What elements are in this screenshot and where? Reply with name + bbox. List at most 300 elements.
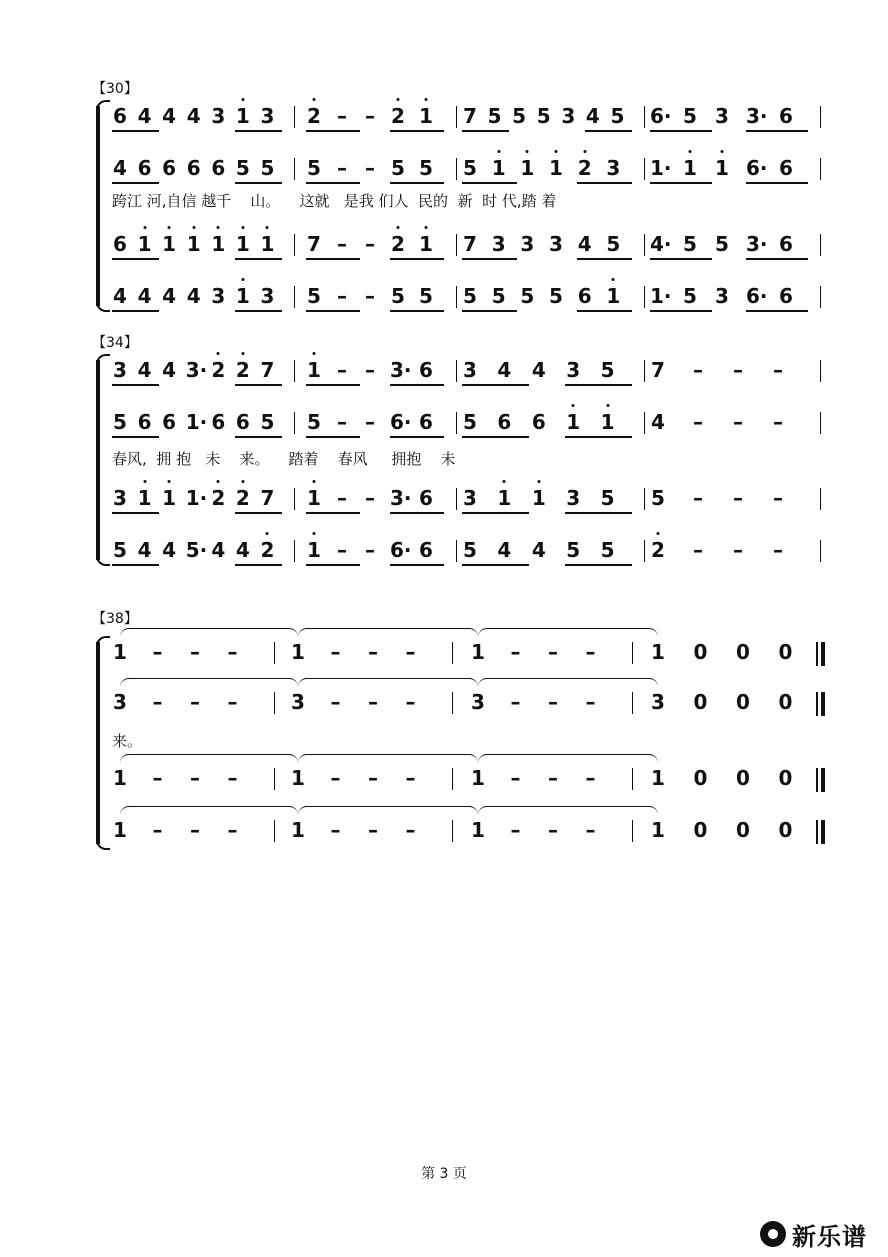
dash-sustain: – bbox=[693, 358, 703, 382]
beam-underline bbox=[565, 564, 632, 566]
barline bbox=[294, 234, 295, 256]
jianpu-note: 1 bbox=[471, 640, 485, 664]
rest-note: 0 bbox=[693, 766, 708, 790]
dash-sustain: – bbox=[337, 486, 347, 510]
jianpu-note: 1· bbox=[650, 156, 672, 180]
rest-note: 0 bbox=[778, 818, 793, 842]
tie-arc bbox=[298, 754, 478, 763]
jianpu-note: 4 bbox=[497, 538, 512, 562]
tie-arc bbox=[478, 678, 658, 687]
jianpu-note: 4 bbox=[137, 358, 152, 382]
beam-underline bbox=[577, 310, 632, 312]
jianpu-note: 1 bbox=[496, 486, 512, 510]
jianpu-note: 3· bbox=[746, 232, 768, 256]
jianpu-note: 5 bbox=[463, 156, 477, 180]
dash-sustain: – bbox=[773, 358, 783, 382]
lyric-text: 春风, 拥 抱 未 来。 踏着 春风 拥抱 未 bbox=[112, 450, 456, 468]
jianpu-note: 1 bbox=[605, 284, 621, 308]
voice-part-row bbox=[0, 410, 888, 440]
section-label-30: 【30】 bbox=[92, 81, 138, 97]
jianpu-note: 5 bbox=[683, 284, 697, 308]
barline bbox=[456, 106, 457, 128]
beam-underline bbox=[235, 182, 282, 184]
jianpu-note: 2 bbox=[259, 538, 275, 562]
voice-part-row bbox=[0, 232, 888, 262]
jianpu-note: 7 bbox=[307, 232, 321, 256]
dash-sustain: – bbox=[585, 690, 596, 714]
jianpu-note: 5 bbox=[520, 284, 535, 308]
dash-sustain: – bbox=[693, 486, 703, 510]
barline bbox=[294, 286, 295, 308]
jianpu-note: 3 bbox=[520, 232, 535, 256]
jianpu-note: 4 bbox=[585, 104, 600, 128]
jianpu-note: 3 bbox=[606, 156, 621, 180]
beam-underline bbox=[746, 258, 808, 260]
tie-arc bbox=[298, 628, 478, 637]
beam-underline bbox=[462, 384, 529, 386]
barline bbox=[820, 286, 821, 308]
tie-arc bbox=[298, 806, 478, 815]
dash-sustain: – bbox=[368, 640, 378, 664]
jianpu-note: 1 bbox=[418, 104, 434, 128]
jianpu-note: 3· bbox=[390, 486, 412, 510]
beam-underline bbox=[650, 258, 712, 260]
jianpu-note: 3 bbox=[651, 690, 665, 714]
jianpu-note: 3 bbox=[260, 104, 275, 128]
jianpu-note: 6 bbox=[779, 232, 793, 256]
jianpu-note: 4 bbox=[531, 538, 546, 562]
jianpu-note: 5 bbox=[113, 410, 127, 434]
jianpu-note: 6 bbox=[162, 410, 177, 434]
jianpu-note: 5 bbox=[307, 410, 321, 434]
jianpu-note: 6 bbox=[779, 104, 793, 128]
jianpu-note: 6 bbox=[779, 284, 793, 308]
barline bbox=[456, 540, 457, 562]
final-barline bbox=[816, 692, 818, 716]
rest-note: 0 bbox=[778, 690, 793, 714]
beam-underline bbox=[390, 258, 444, 260]
jianpu-note: 3 bbox=[566, 486, 581, 510]
jianpu-note: 1 bbox=[531, 486, 547, 510]
jianpu-note: 1 bbox=[291, 766, 305, 790]
tie-arc bbox=[478, 628, 658, 637]
beam-underline bbox=[112, 564, 159, 566]
jianpu-note: 1 bbox=[306, 358, 322, 382]
rest-note: 0 bbox=[778, 766, 793, 790]
rest-note: 0 bbox=[736, 690, 750, 714]
jianpu-note: 7 bbox=[651, 358, 665, 382]
dash-sustain: – bbox=[368, 766, 378, 790]
jianpu-note: 5 bbox=[419, 284, 433, 308]
beam-underline bbox=[746, 182, 808, 184]
jianpu-note: 4 bbox=[137, 538, 152, 562]
jianpu-note: 2 bbox=[577, 156, 593, 180]
beam-underline bbox=[462, 512, 529, 514]
beam-underline bbox=[235, 130, 282, 132]
jianpu-note: 2 bbox=[210, 486, 226, 510]
page-number: 第 3 页 bbox=[421, 1166, 467, 1182]
jianpu-note: 4· bbox=[650, 232, 672, 256]
rest-note: 0 bbox=[736, 766, 750, 790]
lyrics-line bbox=[0, 190, 888, 220]
dash-sustain: – bbox=[510, 818, 521, 842]
dash-sustain: – bbox=[190, 766, 200, 790]
tie-arc bbox=[478, 806, 658, 815]
beam-underline bbox=[235, 564, 282, 566]
barline bbox=[452, 768, 453, 790]
dash-sustain: – bbox=[405, 690, 416, 714]
beam-underline bbox=[235, 310, 282, 312]
beam-underline bbox=[306, 258, 360, 260]
jianpu-note: 1· bbox=[650, 284, 672, 308]
jianpu-note: 1· bbox=[185, 486, 208, 510]
barline bbox=[820, 360, 821, 382]
beam-underline bbox=[462, 130, 509, 132]
record-disc-icon bbox=[760, 1221, 786, 1247]
jianpu-note: 1 bbox=[113, 818, 127, 842]
beam-underline bbox=[112, 384, 159, 386]
jianpu-note: 3 bbox=[113, 486, 127, 510]
dash-sustain: – bbox=[337, 104, 347, 128]
barline bbox=[632, 820, 633, 842]
jianpu-note: 3 bbox=[211, 104, 226, 128]
tie-arc bbox=[298, 678, 478, 687]
beam-underline bbox=[306, 564, 360, 566]
final-barline bbox=[821, 820, 825, 844]
beam-underline bbox=[390, 130, 444, 132]
jianpu-note: 3· bbox=[185, 358, 208, 382]
jianpu-note: 4 bbox=[137, 104, 152, 128]
rest-note: 0 bbox=[736, 640, 750, 664]
barline bbox=[820, 412, 821, 434]
dash-sustain: – bbox=[330, 640, 341, 664]
jianpu-note: 3 bbox=[260, 284, 275, 308]
jianpu-note: 6 bbox=[186, 156, 201, 180]
dash-sustain: – bbox=[548, 818, 558, 842]
jianpu-note: 6 bbox=[137, 410, 152, 434]
dash-sustain: – bbox=[152, 766, 163, 790]
dash-sustain: – bbox=[152, 640, 163, 664]
voice-part-row bbox=[0, 156, 888, 186]
barline bbox=[274, 642, 275, 664]
dash-sustain: – bbox=[365, 156, 375, 180]
barline bbox=[644, 360, 645, 382]
jianpu-note: 6 bbox=[419, 538, 433, 562]
barline bbox=[820, 488, 821, 510]
dash-sustain: – bbox=[733, 538, 743, 562]
beam-underline bbox=[565, 384, 632, 386]
tie-arc bbox=[120, 628, 298, 637]
jianpu-note: 6 bbox=[235, 410, 250, 434]
beam-underline bbox=[390, 310, 444, 312]
jianpu-note: 5 bbox=[715, 232, 729, 256]
barline bbox=[644, 106, 645, 128]
jianpu-note: 1 bbox=[235, 284, 251, 308]
jianpu-note: 1 bbox=[651, 766, 665, 790]
jianpu-note: 1 bbox=[651, 640, 665, 664]
dash-sustain: – bbox=[152, 818, 163, 842]
jianpu-note: 6 bbox=[531, 410, 546, 434]
dash-sustain: – bbox=[337, 358, 347, 382]
jianpu-note: 1 bbox=[306, 486, 322, 510]
dash-sustain: – bbox=[773, 538, 783, 562]
jianpu-note: 1 bbox=[161, 232, 177, 256]
jianpu-note: 7 bbox=[463, 232, 477, 256]
jianpu-note: 5 bbox=[600, 486, 615, 510]
dash-sustain: – bbox=[227, 818, 238, 842]
barline bbox=[644, 234, 645, 256]
barline bbox=[456, 234, 457, 256]
jianpu-note: 6 bbox=[211, 156, 226, 180]
jianpu-note: 3 bbox=[211, 284, 226, 308]
beam-underline bbox=[462, 182, 517, 184]
jianpu-note: 3 bbox=[463, 486, 477, 510]
dash-sustain: – bbox=[330, 690, 341, 714]
barline bbox=[632, 768, 633, 790]
jianpu-note: 3 bbox=[113, 358, 127, 382]
jianpu-note: 5 bbox=[600, 358, 615, 382]
barline bbox=[820, 540, 821, 562]
dash-sustain: – bbox=[227, 640, 238, 664]
jianpu-note: 2 bbox=[235, 486, 251, 510]
jianpu-note: 3 bbox=[566, 358, 581, 382]
logo-text: 新乐谱 bbox=[792, 1222, 867, 1251]
barline bbox=[820, 234, 821, 256]
voice-part-row bbox=[0, 486, 888, 516]
beam-underline bbox=[577, 258, 632, 260]
jianpu-note: 7 bbox=[260, 358, 275, 382]
barline bbox=[632, 642, 633, 664]
tie-arc bbox=[120, 806, 298, 815]
barline bbox=[294, 412, 295, 434]
beam-underline bbox=[390, 436, 444, 438]
dash-sustain: – bbox=[152, 690, 163, 714]
jianpu-note: 5 bbox=[610, 104, 625, 128]
jianpu-note: 6 bbox=[419, 410, 433, 434]
jianpu-note: 1 bbox=[682, 156, 698, 180]
jianpu-note: 1 bbox=[235, 104, 251, 128]
jianpu-note: 4 bbox=[651, 410, 665, 434]
jianpu-note: 5 bbox=[307, 284, 321, 308]
jianpu-note: 1 bbox=[600, 410, 616, 434]
jianpu-note: 3 bbox=[291, 690, 305, 714]
jianpu-note: 2 bbox=[210, 358, 226, 382]
dash-sustain: – bbox=[227, 766, 238, 790]
beam-underline bbox=[462, 436, 529, 438]
voice-part-row bbox=[0, 104, 888, 134]
jianpu-note: 5 bbox=[463, 410, 477, 434]
jianpu-note: 5 bbox=[600, 538, 615, 562]
voice-part-row bbox=[0, 818, 888, 848]
jianpu-note: 6 bbox=[419, 358, 433, 382]
barline bbox=[274, 820, 275, 842]
barline bbox=[294, 488, 295, 510]
jianpu-note: 2 bbox=[650, 538, 666, 562]
final-barline bbox=[821, 768, 825, 792]
dash-sustain: – bbox=[365, 538, 375, 562]
final-barline bbox=[821, 692, 825, 716]
lyric-text: 跨江 河,自信 越千 山。 这就 是我 们人 民的 新 时 代,踏 着 bbox=[112, 192, 557, 210]
lyrics-line bbox=[0, 448, 888, 478]
beam-underline bbox=[112, 512, 159, 514]
dash-sustain: – bbox=[548, 766, 558, 790]
beam-underline bbox=[235, 258, 282, 260]
jianpu-note: 5 bbox=[463, 538, 477, 562]
jianpu-note: 4 bbox=[235, 538, 250, 562]
barline bbox=[452, 692, 453, 714]
dash-sustain: – bbox=[585, 818, 596, 842]
tie-arc bbox=[478, 754, 658, 763]
voice-part-row bbox=[0, 538, 888, 568]
dash-sustain: – bbox=[365, 232, 375, 256]
jianpu-note: 6 bbox=[113, 232, 127, 256]
barline bbox=[456, 412, 457, 434]
voice-part-row bbox=[0, 358, 888, 388]
beam-underline bbox=[462, 310, 517, 312]
jianpu-note: 5 bbox=[566, 538, 581, 562]
jianpu-note: 3 bbox=[463, 358, 477, 382]
jianpu-note: 1 bbox=[306, 538, 322, 562]
jianpu-note: 1 bbox=[651, 818, 665, 842]
jianpu-note: 5 bbox=[536, 104, 551, 128]
tie-arc bbox=[120, 754, 298, 763]
jianpu-note: 1 bbox=[565, 410, 581, 434]
barline bbox=[294, 360, 295, 382]
jianpu-note: 3 bbox=[549, 232, 563, 256]
jianpu-note: 4 bbox=[113, 284, 127, 308]
dash-sustain: – bbox=[733, 486, 743, 510]
jianpu-note: 1 bbox=[113, 640, 127, 664]
jianpu-note: 4 bbox=[497, 358, 512, 382]
jianpu-note: 2 bbox=[390, 232, 406, 256]
jianpu-note: 5· bbox=[185, 538, 208, 562]
jianpu-note: 1 bbox=[137, 486, 153, 510]
dash-sustain: – bbox=[510, 640, 521, 664]
beam-underline bbox=[235, 512, 282, 514]
dash-sustain: – bbox=[337, 538, 347, 562]
rest-note: 0 bbox=[736, 818, 750, 842]
jianpu-note: 1 bbox=[291, 818, 305, 842]
site-logo bbox=[760, 1218, 867, 1250]
beam-underline bbox=[390, 384, 444, 386]
dash-sustain: – bbox=[585, 766, 596, 790]
jianpu-note: 6 bbox=[162, 156, 177, 180]
beam-underline bbox=[650, 310, 712, 312]
beam-underline bbox=[306, 436, 360, 438]
dash-sustain: – bbox=[693, 410, 703, 434]
jianpu-note: 3· bbox=[390, 358, 412, 382]
tie-arc bbox=[120, 678, 298, 687]
beam-underline bbox=[585, 130, 632, 132]
beam-underline bbox=[462, 258, 517, 260]
dash-sustain: – bbox=[190, 690, 200, 714]
dash-sustain: – bbox=[548, 690, 558, 714]
jianpu-note: 4 bbox=[113, 156, 127, 180]
jianpu-note: 1· bbox=[185, 410, 208, 434]
dash-sustain: – bbox=[733, 410, 743, 434]
jianpu-note: 6· bbox=[390, 410, 412, 434]
barline bbox=[644, 412, 645, 434]
barline bbox=[820, 158, 821, 180]
jianpu-note: 6 bbox=[419, 486, 433, 510]
beam-underline bbox=[306, 384, 360, 386]
final-barline bbox=[816, 768, 818, 792]
barline bbox=[456, 360, 457, 382]
jianpu-note: 4 bbox=[162, 538, 177, 562]
voice-part-row bbox=[0, 690, 888, 720]
jianpu-note: 5 bbox=[260, 156, 275, 180]
dash-sustain: – bbox=[773, 410, 783, 434]
jianpu-note: 1 bbox=[291, 640, 305, 664]
jianpu-note: 4 bbox=[162, 358, 177, 382]
lyric-text: 来。 bbox=[112, 732, 143, 750]
jianpu-note: 3 bbox=[715, 104, 729, 128]
jianpu-note: 4 bbox=[162, 104, 177, 128]
voice-part-row bbox=[0, 766, 888, 796]
jianpu-note: 5 bbox=[391, 284, 405, 308]
jianpu-note: 5 bbox=[606, 232, 621, 256]
dash-sustain: – bbox=[190, 818, 200, 842]
barline bbox=[644, 540, 645, 562]
dash-sustain: – bbox=[365, 410, 375, 434]
jianpu-note: 5 bbox=[683, 104, 697, 128]
jianpu-note: 1 bbox=[548, 156, 564, 180]
jianpu-note: 6· bbox=[746, 284, 768, 308]
dash-sustain: – bbox=[190, 640, 200, 664]
rest-note: 0 bbox=[778, 640, 793, 664]
jianpu-note: 6· bbox=[390, 538, 412, 562]
jianpu-note: 5 bbox=[491, 284, 506, 308]
jianpu-note: 7 bbox=[463, 104, 477, 128]
jianpu-note: 1 bbox=[186, 232, 202, 256]
jianpu-note: 1 bbox=[418, 232, 434, 256]
jianpu-note: 5 bbox=[463, 284, 477, 308]
jianpu-note: 3· bbox=[746, 104, 768, 128]
beam-underline bbox=[306, 512, 360, 514]
jianpu-note: 1 bbox=[471, 818, 485, 842]
dash-sustain: – bbox=[693, 538, 703, 562]
jianpu-note: 5 bbox=[512, 104, 527, 128]
jianpu-note: 1 bbox=[714, 156, 730, 180]
final-barline bbox=[816, 820, 818, 844]
jianpu-note: 1 bbox=[113, 766, 127, 790]
jianpu-note: 1 bbox=[137, 232, 153, 256]
dash-sustain: – bbox=[365, 284, 375, 308]
beam-underline bbox=[112, 130, 159, 132]
dash-sustain: – bbox=[330, 818, 341, 842]
jianpu-note: 5 bbox=[391, 156, 405, 180]
barline bbox=[294, 106, 295, 128]
barline bbox=[456, 286, 457, 308]
jianpu-note: 1 bbox=[235, 232, 251, 256]
jianpu-note: 6· bbox=[746, 156, 768, 180]
jianpu-note: 4 bbox=[162, 284, 177, 308]
jianpu-note: 5 bbox=[549, 284, 563, 308]
dash-sustain: – bbox=[365, 104, 375, 128]
dash-sustain: – bbox=[368, 818, 378, 842]
jianpu-note: 3 bbox=[491, 232, 506, 256]
dash-sustain: – bbox=[227, 690, 238, 714]
jianpu-note: 4 bbox=[531, 358, 546, 382]
dash-sustain: – bbox=[337, 410, 347, 434]
jianpu-note: 6 bbox=[137, 156, 152, 180]
jianpu-note: 6 bbox=[113, 104, 127, 128]
jianpu-note: 2 bbox=[390, 104, 406, 128]
beam-underline bbox=[390, 564, 444, 566]
beam-underline bbox=[565, 436, 632, 438]
jianpu-note: 4 bbox=[186, 284, 201, 308]
dash-sustain: – bbox=[337, 156, 347, 180]
